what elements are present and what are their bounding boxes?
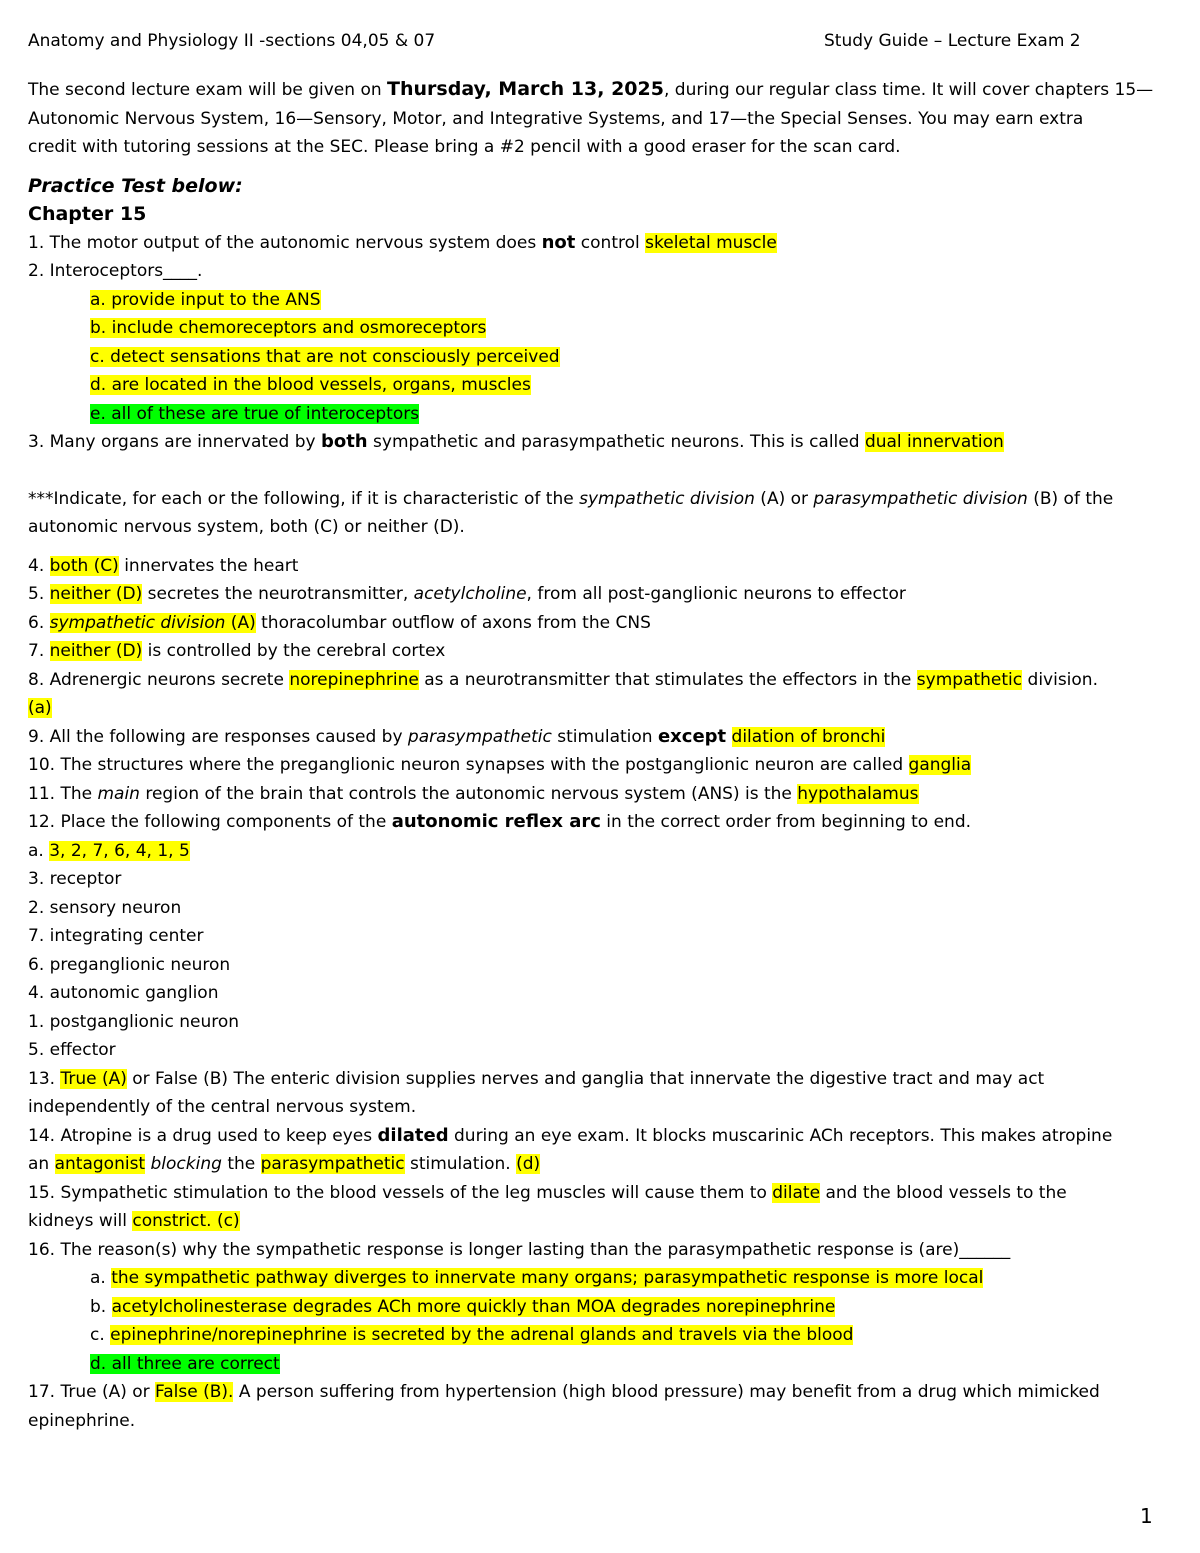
intro-text: The second lecture exam will be given on: [28, 80, 388, 100]
page-header: [28, 27, 1173, 55]
option: a. provide input to the ANS: [90, 289, 321, 310]
question-14-cont: an antagonist blocking the parasympathetic stimulation. (d): [28, 1154, 541, 1174]
question-15: 15. Sympathetic stimulation to the blood vessels of the leg muscles will cause them to dilate and the blood vessels to the: [28, 1182, 1067, 1203]
question-12: 12. Place the following components of the autonomic reflex arc in the correct order from beginning to end.: [28, 811, 972, 832]
question-8-answer: (a): [28, 698, 52, 718]
list-item: 2. sensory neuron: [28, 897, 182, 918]
list-item: 5. effector: [28, 1040, 116, 1060]
course-title: Anatomy and Physiology II -sections 04,05 & 07: [28, 31, 436, 51]
option-correct: d. all three are correct: [90, 1353, 280, 1374]
question-8: 8. Adrenergic neurons secrete norepinephrine as a neurotransmitter that stimulates the effectors in the sympathetic division.: [28, 669, 1098, 690]
question-1: 1. The motor output of the autonomic nervous system does not control skeletal muscle: [28, 231, 777, 253]
page-number: 1: [1140, 1504, 1153, 1528]
practice-heading: Practice Test below:: [28, 174, 243, 197]
exam-date: Thursday, March 13, 2025: [387, 78, 664, 100]
question-10: 10. The structures where the preganglionic neuron synapses with the postganglionic neuron are called ganglia: [28, 755, 972, 775]
document-body: [28, 75, 1158, 1435]
question-2: 2. Interoceptors____.: [28, 261, 203, 281]
option: a. the sympathetic pathway diverges to innervate many organs; parasympathetic response is more local: [90, 1268, 984, 1288]
option: c. detect sensations that are not consciously perceived: [90, 346, 560, 367]
list-item: 7. integrating center: [28, 926, 204, 946]
intro-line: credit with tutoring sessions at the SEC. Please bring a #2 pencil with a good eraser for the scan card.: [28, 137, 901, 157]
question-7: 7. neither (D) is controlled by the cerebral cortex: [28, 641, 446, 661]
list-item: 3. receptor: [28, 869, 122, 889]
question-3: 3. Many organs are innervated by both sympathetic and parasympathetic neurons. This is called dual innervation: [28, 431, 1004, 452]
question-12-answer: a. 3, 2, 7, 6, 4, 1, 5: [28, 840, 190, 861]
question-13-cont: independently of the central nervous system.: [28, 1097, 417, 1117]
option: d. are located in the blood vessels, organs, muscles: [90, 375, 531, 395]
guide-title: Study Guide – Lecture Exam 2: [824, 31, 1081, 51]
answer-highlight: dual innervation: [864, 432, 1004, 452]
question-17: 17. True (A) or False (B). A person suffering from hypertension (high blood pressure) may benefit from a drug which mimicked: [28, 1382, 1100, 1402]
question-4: 4. both (C) innervates the heart: [28, 555, 299, 576]
list-item: 1. postganglionic neuron: [28, 1011, 240, 1032]
instructions: ***Indicate, for each or the following, if it is characteristic of the sympathetic division (A) or parasympathetic division (B) of the autonomic nervous system, both (C) or neither (D).: [28, 488, 1114, 537]
question-16: 16. The reason(s) why the sympathetic response is longer lasting than the parasympathetic response is (are)______: [28, 1239, 1011, 1260]
intro-text: , during our regular class time. It will cover chapters 15—: [663, 80, 1154, 100]
question-9: 9. All the following are responses caused by parasympathetic stimulation except dilation of bronchi: [28, 725, 886, 747]
question-13: 13. True (A) or False (B) The enteric division supplies nerves and ganglia that innervate the digestive tract and may act: [28, 1068, 1045, 1089]
question-14: 14. Atropine is a drug used to keep eyes dilated during an eye exam. It blocks muscarinic ACh receptors. This makes atropine: [28, 1124, 1113, 1146]
list-item: 4. autonomic ganglion: [28, 983, 219, 1003]
option: c. epinephrine/norepinephrine is secreted by the adrenal glands and travels via the blood: [90, 1325, 854, 1345]
option: b. include chemoreceptors and osmoreceptors: [90, 318, 487, 338]
question-17-cont: epinephrine.: [28, 1410, 136, 1431]
answer-highlight: skeletal muscle: [645, 232, 777, 253]
question-15-cont: kidneys will constrict. (c): [28, 1211, 240, 1231]
intro-paragraph: [28, 75, 1158, 162]
question-5: 5. neither (D) secretes the neurotransmitter, acetylcholine, from all post-ganglionic neurons to effector: [28, 584, 906, 604]
option-correct: e. all of these are true of interoceptors: [90, 403, 420, 424]
chapter-heading: Chapter 15: [28, 203, 147, 225]
intro-line: Autonomic Nervous System, 16—Sensory, Motor, and Integrative Systems, and 17—the Special Senses. You may earn extra: [28, 108, 1084, 129]
list-item: 6. preganglionic neuron: [28, 954, 231, 975]
question-6: 6. sympathetic division (A) thoracolumbar outflow of axons from the CNS: [28, 612, 651, 633]
question-11: 11. The main region of the brain that controls the autonomic nervous system (ANS) is the hypothalamus: [28, 783, 919, 804]
option: b. acetylcholinesterase degrades ACh more quickly than MOA degrades norepinephrine: [90, 1296, 836, 1317]
